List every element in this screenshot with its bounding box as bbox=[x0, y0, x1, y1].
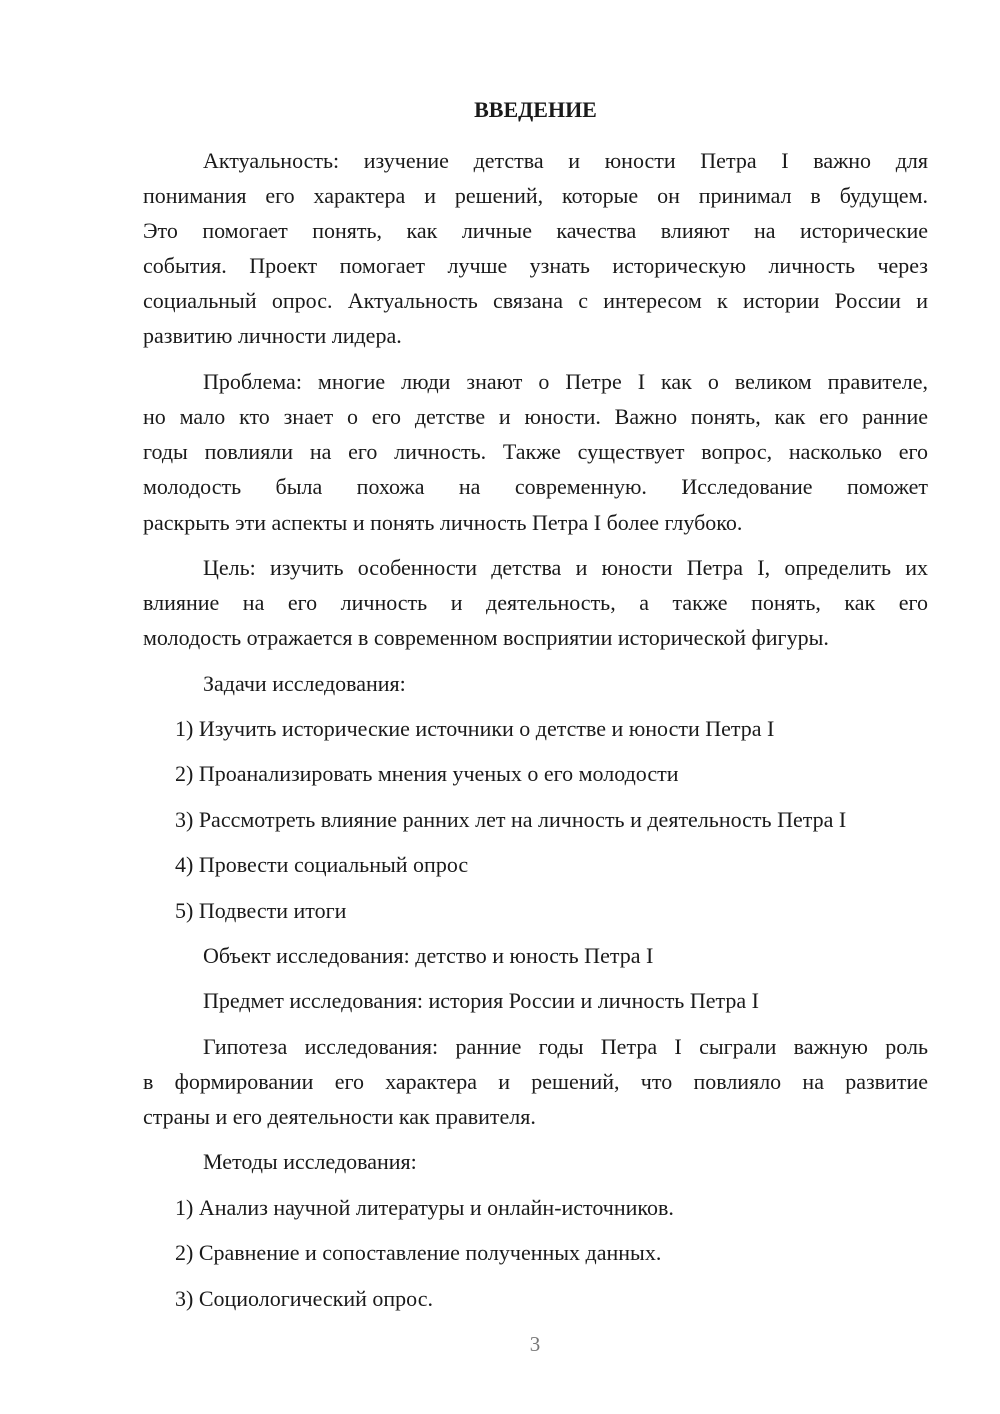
text-line: 3) Социологический опрос. bbox=[175, 1285, 433, 1311]
paragraph bbox=[143, 1029, 928, 1135]
paragraph bbox=[143, 1144, 928, 1179]
text-line: Методы исследования: bbox=[203, 1149, 417, 1175]
list-item bbox=[143, 802, 928, 837]
text-line: годы повлияли на его личность. Также существует вопрос, насколько его bbox=[143, 439, 928, 465]
text-line: молодость отражается в современном восприятии исторической фигуры. bbox=[143, 625, 829, 651]
text-line: Задачи исследования: bbox=[203, 670, 406, 696]
text-line: Это помогает понять, как личные качества влияют на исторические bbox=[143, 217, 928, 243]
list-item bbox=[143, 1190, 928, 1225]
page-number: 3 bbox=[529, 1332, 541, 1356]
list-item bbox=[143, 711, 928, 746]
text-line: в формировании его характера и решений, что повлияло на развитие bbox=[143, 1068, 928, 1094]
text-line: понимания его характера и решений, которые он принимал в будущем. bbox=[143, 182, 928, 208]
text-line: 2) Проанализировать мнения ученых о его молодости bbox=[175, 761, 679, 787]
text-line: 4) Провести социальный опрос bbox=[175, 852, 469, 878]
text-line: страны и его деятельности как правителя. bbox=[143, 1104, 536, 1130]
text-line: раскрыть эти аспекты и понять личность Петра I более глубоко. bbox=[143, 509, 743, 535]
text-line: 3) Рассмотреть влияние ранних лет на личность и деятельность Петра I bbox=[175, 806, 847, 832]
text-line: события. Проект помогает лучше узнать историческую личность через bbox=[143, 253, 928, 279]
text-line: влияние на его личность и деятельность, а также понять, как его bbox=[143, 590, 928, 616]
list-item bbox=[143, 893, 928, 928]
text-line: Гипотеза исследования: ранние годы Петра I сыграли важную роль bbox=[203, 1033, 928, 1059]
paragraph bbox=[143, 983, 928, 1018]
text-line: 1) Изучить исторические источники о детстве и юности Петра I bbox=[175, 716, 775, 742]
list-item bbox=[143, 847, 928, 882]
paragraph bbox=[143, 550, 928, 656]
paragraph bbox=[143, 143, 928, 354]
text-line: Предмет исследования: история России и личность Петра I bbox=[203, 988, 759, 1014]
text-line: 2) Сравнение и сопоставление полученных данных. bbox=[175, 1240, 662, 1266]
text-line: Проблема: многие люди знают о Петре I как о великом правителе, bbox=[203, 368, 928, 394]
paragraph bbox=[143, 666, 928, 701]
text-line: 1) Анализ научной литературы и онлайн-источников. bbox=[175, 1194, 674, 1220]
document-body bbox=[143, 143, 928, 1316]
text-line: социальный опрос. Актуальность связана с интересом к истории России и bbox=[143, 288, 928, 314]
list-item bbox=[143, 1281, 928, 1316]
text-line: 5) Подвести итоги bbox=[175, 897, 347, 923]
text-line: но мало кто знает о его детстве и юности. Важно понять, как его ранние bbox=[143, 404, 928, 429]
list-item bbox=[143, 756, 928, 791]
text-line: Актуальность: изучение детства и юности Петра I важно для bbox=[203, 147, 928, 173]
section-title: ВВЕДЕНИЕ bbox=[474, 97, 597, 122]
text-line: Объект исследования: детство и юность Петра I bbox=[203, 942, 654, 968]
text-line: развитию личности лидера. bbox=[143, 323, 402, 349]
document-page bbox=[143, 92, 928, 1326]
list-item bbox=[143, 1235, 928, 1270]
text-line: Цель: изучить особенности детства и юности Петра I, определить их bbox=[203, 554, 928, 580]
text-line: молодость была похожа на современную. Исследование поможет bbox=[143, 474, 928, 500]
paragraph bbox=[143, 364, 928, 540]
paragraph bbox=[143, 938, 928, 973]
